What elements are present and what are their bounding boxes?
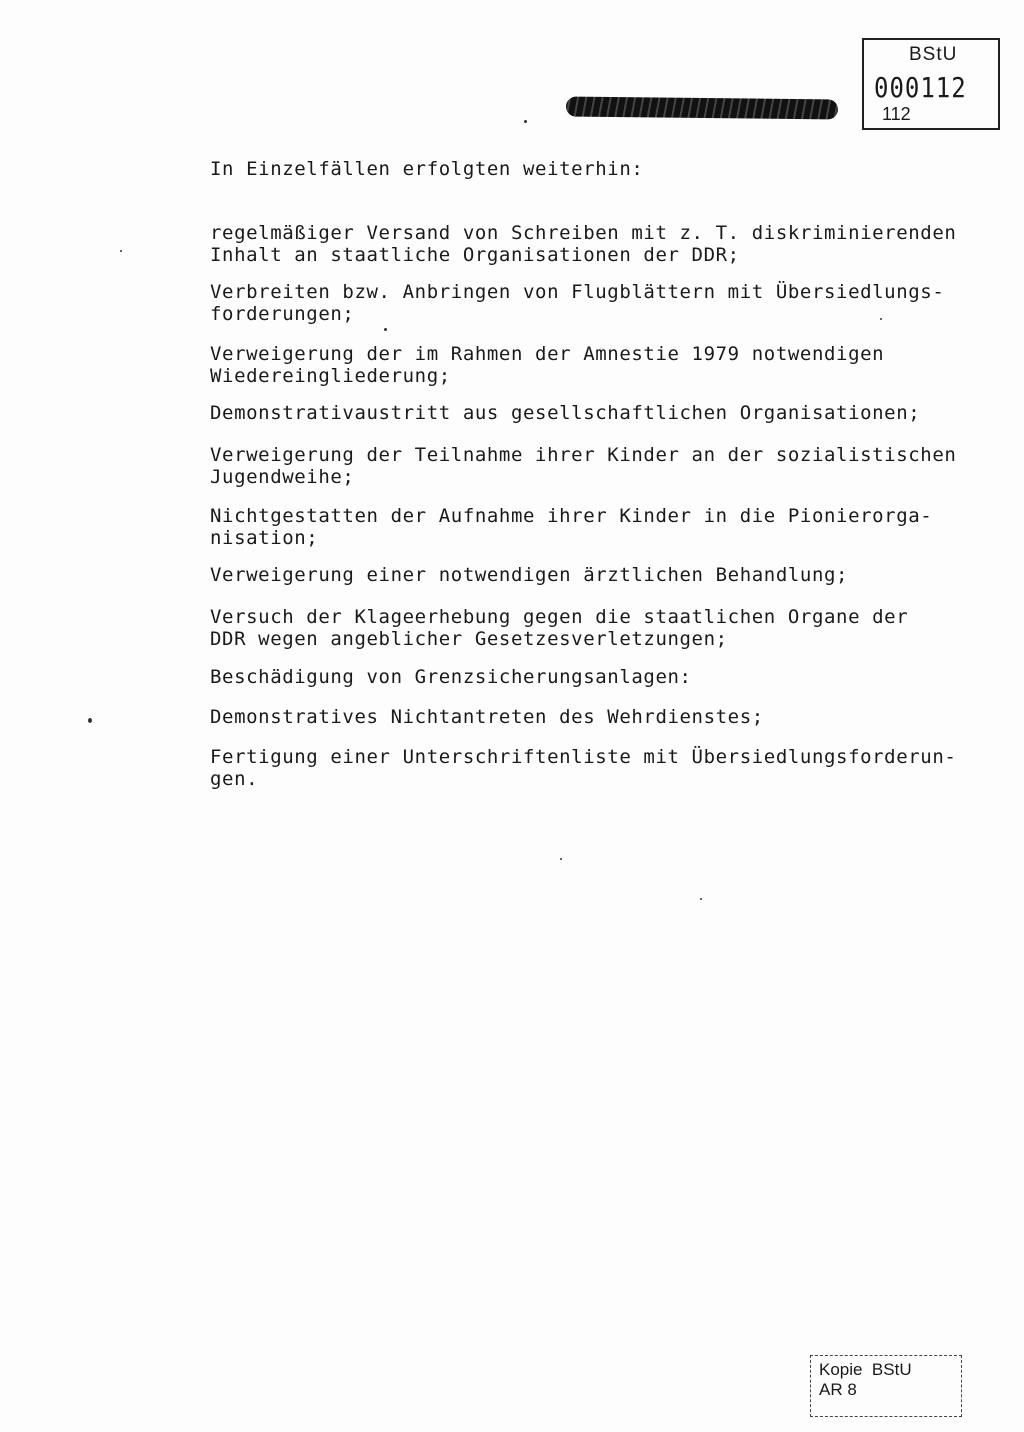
speck: [700, 898, 702, 900]
speck: [120, 250, 122, 252]
copy-stamp: [810, 1355, 962, 1417]
stamp-page-number: 112: [882, 104, 911, 124]
copy-stamp-line-2: AR 8: [819, 1380, 857, 1399]
speck: [560, 858, 562, 860]
stamp-org: BStU: [909, 44, 958, 65]
copy-stamp-line-1: Kopie BStU: [819, 1360, 912, 1379]
speck: [880, 318, 882, 320]
speck: [88, 718, 92, 723]
speck: [384, 328, 387, 331]
list-item: Verweigerung einer notwendigen ärztlichen Behandlung;: [210, 564, 849, 586]
list-item: Versuch der Klageerhebung gegen die staatlichen Organe der DDR wegen angeblicher Gesetzesverletzungen;: [210, 606, 909, 650]
intro-text: In Einzelfällen erfolgten weiterhin:: [210, 158, 644, 180]
stamp-number: 000112: [874, 71, 967, 105]
list-item: Beschädigung von Grenzsicherungsanlagen:: [210, 666, 692, 688]
list-item: regelmäßiger Versand von Schreiben mit z. T. diskriminierenden Inhalt an staatliche Organisationen der DDR;: [210, 222, 957, 266]
list-item: Verweigerung der Teilnahme ihrer Kinder an der sozialistischen Jugendweihe;: [210, 444, 957, 488]
list-item: Nichtgestatten der Aufnahme ihrer Kinder in die Pionierorga- nisation;: [210, 505, 933, 549]
list-item: Demonstratives Nichtantreten des Wehrdienstes;: [210, 706, 764, 728]
list-item: Verweigerung der im Rahmen der Amnestie 1979 notwendigen Wiedereingliederung;: [210, 343, 885, 387]
list-item: Fertigung einer Unterschriftenliste mit Übersiedlungsforderun- gen.: [210, 746, 957, 790]
list-item: Verbreiten bzw. Anbringen von Flugblättern mit Übersiedlungs- forderungen;: [210, 281, 945, 325]
list-item: Demonstrativaustritt aus gesellschaftlichen Organisationen;: [210, 402, 921, 424]
